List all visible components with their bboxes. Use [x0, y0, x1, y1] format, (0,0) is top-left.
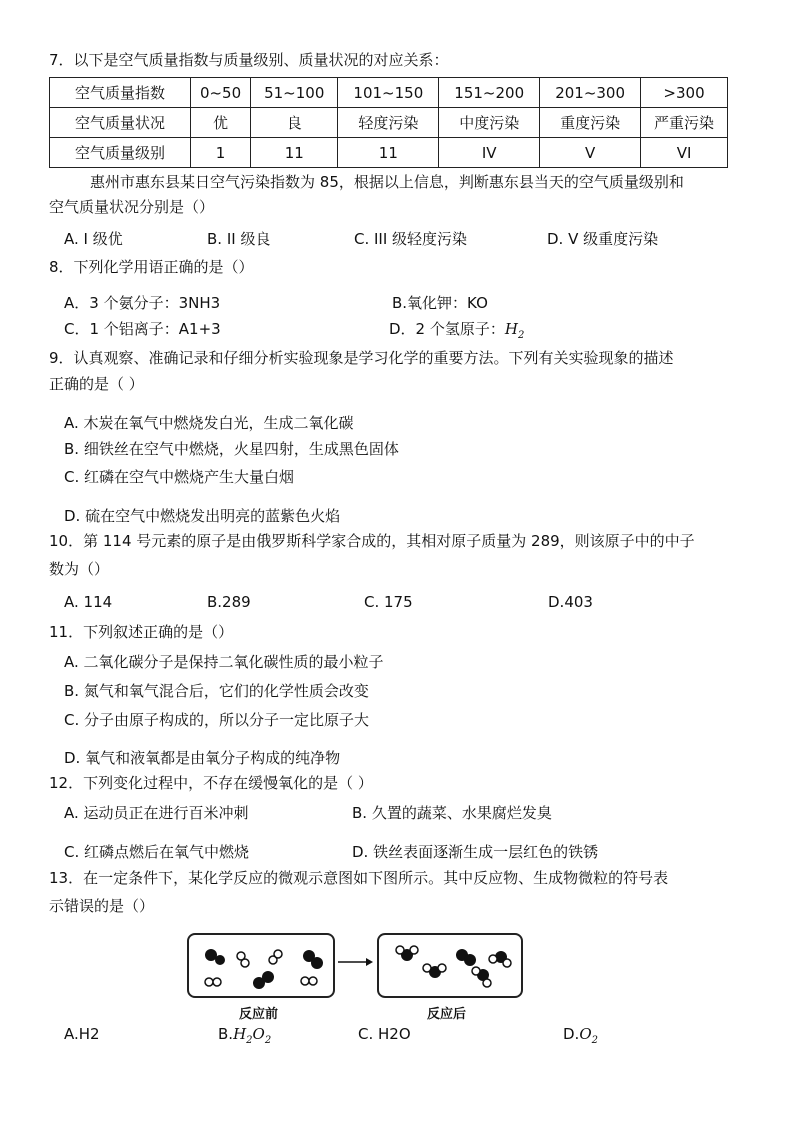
q13-option-b-subscript-1: 2: [246, 1035, 253, 1046]
table-cell: 101~150: [338, 78, 439, 108]
table-cell: 空气质量级别: [50, 138, 191, 168]
q7-option-c[interactable]: C. III 级轻度污染: [354, 230, 468, 248]
q12-option-a[interactable]: A. 运动员正在进行百米冲刺: [64, 804, 249, 822]
q12-option-d[interactable]: D. 铁丝表面逐渐生成一层红色的铁锈: [352, 843, 599, 861]
q8-option-d-subscript: 2: [517, 330, 525, 341]
table-cell: 1: [191, 138, 251, 168]
q13-stem-1: 13．在一定条件下，某化学反应的微观示意图如下图所示。其中反应物、生成物微粒的符号表: [49, 869, 669, 887]
q11-option-c[interactable]: C. 分子由原子构成的，所以分子一定比原子大: [64, 711, 370, 729]
q8-option-d-formula: H: [504, 320, 518, 338]
q10-option-b[interactable]: B.289: [207, 593, 251, 611]
q13-option-b-formula-h: H: [233, 1025, 247, 1043]
q9-stem-1: 9．认真观察、准确记录和仔细分析实验现象是学习化学的重要方法。下列有关实验现象的描述: [49, 349, 674, 367]
q12-option-c[interactable]: C. 红磷点燃后在氧气中燃烧: [64, 843, 250, 861]
q9-option-a[interactable]: A. 木炭在氧气中燃烧发白光，生成二氧化碳: [64, 414, 354, 432]
table-row: [50, 78, 728, 108]
table-cell: 良: [251, 108, 338, 138]
after-reaction-label: 反应后: [427, 1007, 467, 1022]
q13-option-d-formula: O: [579, 1025, 592, 1043]
q7-option-b[interactable]: B. II 级良: [207, 230, 271, 248]
q13-option-d-prefix: D.: [563, 1025, 580, 1043]
table-row: [50, 108, 728, 138]
q9-option-d[interactable]: D. 硫在空气中燃烧发出明亮的蓝紫色火焰: [64, 507, 341, 525]
q13-option-d-subscript: 2: [591, 1035, 599, 1046]
q13-option-a[interactable]: A.H2: [64, 1025, 100, 1043]
reaction-diagram: [187, 933, 587, 1023]
q13-option-b-prefix: B.: [218, 1025, 234, 1043]
q13-option-d[interactable]: [563, 1024, 598, 1051]
q11-option-a[interactable]: A. 二氧化碳分子是保持二氧化碳性质的最小粒子: [64, 653, 384, 671]
q8-option-d-text: D．2 个氢原子：: [389, 320, 505, 338]
q10-option-a[interactable]: A. 114: [64, 593, 113, 611]
q11-option-b[interactable]: B. 氮气和氧气混合后，它们的化学性质会改变: [64, 682, 369, 700]
q10-stem-1: 10．第 114 号元素的原子是由俄罗斯科学家合成的，其相对原子质量为 289，则该原子中的中子: [49, 532, 695, 550]
q11-option-d[interactable]: D. 氧气和液氧都是由氧分子构成的纯净物: [64, 749, 341, 767]
q7-option-d[interactable]: D. V 级重度污染: [547, 230, 659, 248]
air-quality-table: [49, 77, 728, 168]
table-cell: 51~100: [251, 78, 338, 108]
table-cell: 201~300: [540, 78, 641, 108]
table-cell: >300: [641, 78, 728, 108]
table-cell: IV: [439, 138, 540, 168]
q10-option-c[interactable]: C. 175: [364, 593, 413, 611]
q9-stem-2: 正确的是（ ）: [49, 375, 144, 393]
before-reaction-label: 反应前: [239, 1007, 279, 1022]
q7-paragraph-2: 空气质量状况分别是（）: [49, 198, 215, 216]
table-cell: 11: [251, 138, 338, 168]
table-cell: 151~200: [439, 78, 540, 108]
q8-option-c[interactable]: C．1 个铝离子：A1+3: [64, 320, 221, 338]
before-reaction-box: [187, 933, 335, 998]
q7-paragraph-1: 惠州市惠东县某日空气污染指数为 85，根据以上信息，判断惠东县当天的空气质量级别和: [90, 173, 684, 191]
q10-option-d[interactable]: D.403: [548, 593, 593, 611]
table-cell: 空气质量指数: [50, 78, 191, 108]
q13-option-b-formula-o: O: [252, 1025, 265, 1043]
q8-stem: 8．下列化学用语正确的是（）: [49, 258, 254, 276]
table-cell: 11: [338, 138, 439, 168]
after-molecules: [379, 935, 521, 996]
q7-stem: 7．以下是空气质量指数与质量级别、质量状况的对应关系：: [49, 51, 449, 69]
q13-option-b-subscript-2: 2: [264, 1035, 272, 1046]
q7-option-a[interactable]: A. I 级优: [64, 230, 123, 248]
table-cell: 中度污染: [439, 108, 540, 138]
q10-stem-2: 数为（）: [49, 560, 110, 578]
q12-stem: 12．下列变化过程中，不存在缓慢氧化的是（ ）: [49, 774, 373, 792]
q13-stem-2: 示错误的是（）: [49, 897, 155, 915]
after-reaction-box: [377, 933, 523, 998]
q11-stem: 11．下列叙述正确的是（）: [49, 623, 234, 641]
table-cell: VI: [641, 138, 728, 168]
q12-option-b[interactable]: B. 久置的蔬菜、水果腐烂发臭: [352, 804, 552, 822]
table-cell: 轻度污染: [338, 108, 439, 138]
before-molecules: [189, 935, 333, 996]
table-cell: 优: [191, 108, 251, 138]
q9-option-b[interactable]: B. 细铁丝在空气中燃烧，火星四射，生成黑色固体: [64, 440, 399, 458]
q9-option-c[interactable]: C. 红磷在空气中燃烧产生大量白烟: [64, 468, 295, 486]
q8-option-b[interactable]: B.氧化钾：KO: [392, 294, 488, 312]
q13-option-b[interactable]: [218, 1024, 271, 1051]
table-cell: V: [540, 138, 641, 168]
table-cell: 重度污染: [540, 108, 641, 138]
q8-option-a[interactable]: A．3 个氨分子：3NH3: [64, 294, 221, 312]
q8-option-d[interactable]: [389, 319, 524, 346]
table-cell: 0~50: [191, 78, 251, 108]
table-row: [50, 138, 728, 168]
table-cell: 严重污染: [641, 108, 728, 138]
reaction-arrow: [338, 955, 374, 973]
q13-option-c[interactable]: C. H2O: [358, 1025, 411, 1043]
table-cell: 空气质量状况: [50, 108, 191, 138]
